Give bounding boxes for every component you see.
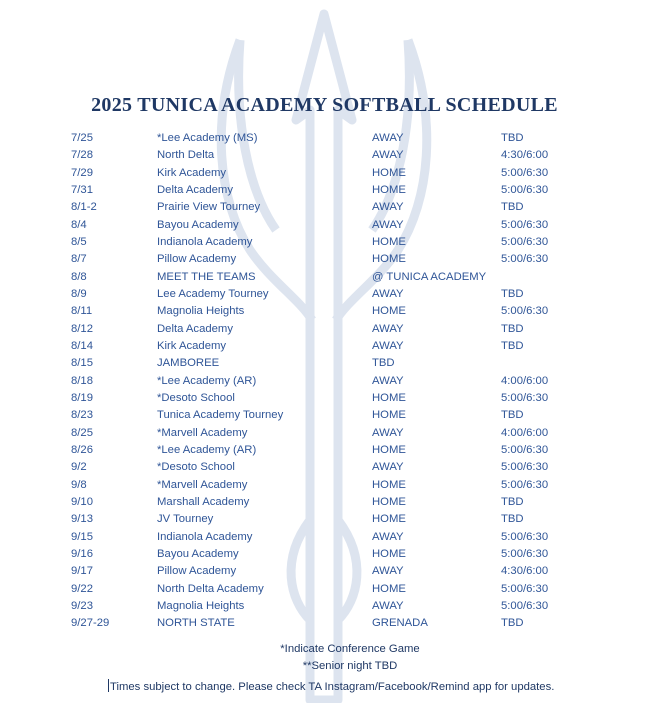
schedule-row <box>0 286 649 303</box>
disclaimer-text: Times subject to change. Please check TA Instagram/Facebook/Remind app for updates. <box>110 681 555 693</box>
game-location: HOME <box>372 235 406 248</box>
game-time: TBD <box>501 495 524 508</box>
game-location: HOME <box>372 305 406 318</box>
game-opponent: *Desoto School <box>157 461 235 474</box>
game-time: TBD <box>501 287 524 300</box>
game-location: AWAY <box>372 530 404 543</box>
schedule-row <box>0 511 649 528</box>
game-opponent: Delta Academy <box>157 322 233 335</box>
schedule-row <box>0 459 649 476</box>
game-location: HOME <box>372 253 406 266</box>
schedule-row <box>0 338 649 355</box>
game-time: TBD <box>501 201 524 214</box>
schedule-table <box>0 130 649 633</box>
game-time: 4:30/6:00 <box>501 149 549 162</box>
game-location: AWAY <box>372 374 404 387</box>
game-time: TBD <box>501 409 524 422</box>
game-location: TBD <box>372 357 395 370</box>
game-date: 9/22 <box>71 582 93 595</box>
schedule-row <box>0 529 649 546</box>
schedule-row <box>0 165 649 182</box>
schedule-row <box>0 321 649 338</box>
game-time: TBD <box>501 339 524 352</box>
game-date: 7/28 <box>71 149 93 162</box>
schedule-row <box>0 303 649 320</box>
game-date: 9/15 <box>71 530 93 543</box>
game-date: 8/18 <box>71 374 93 387</box>
game-date: 8/12 <box>71 322 93 335</box>
game-date: 7/31 <box>71 183 93 196</box>
game-location: HOME <box>372 409 406 422</box>
game-time: 5:00/6:30 <box>501 599 549 612</box>
game-date: 8/4 <box>71 218 87 231</box>
senior-night-note: **Senior night TBD <box>302 660 398 672</box>
disclaimer-note <box>108 679 554 693</box>
game-location: GRENADA <box>372 617 428 630</box>
page-title: 2025 TUNICA ACADEMY SOFTBALL SCHEDULE <box>91 94 558 116</box>
game-date: 9/13 <box>71 513 93 526</box>
game-date: 7/25 <box>71 132 93 144</box>
game-time: 5:00/6:30 <box>501 218 549 231</box>
game-opponent: Indianola Academy <box>157 530 253 543</box>
game-opponent: *Marvell Academy <box>157 426 248 439</box>
game-date: 7/29 <box>71 166 93 179</box>
game-time: TBD <box>501 322 524 335</box>
schedule-row <box>0 130 649 147</box>
game-time: TBD <box>501 132 524 144</box>
game-date: 8/8 <box>71 270 87 283</box>
game-date: 9/23 <box>71 599 93 612</box>
game-date: 8/19 <box>71 391 93 404</box>
game-location: HOME <box>372 391 406 404</box>
game-opponent: Indianola Academy <box>157 235 253 248</box>
schedule-row <box>0 373 649 390</box>
game-location: @ TUNICA ACADEMY <box>372 270 487 283</box>
game-date: 9/27-29 <box>71 617 110 630</box>
game-time: 4:00/6:00 <box>501 426 549 439</box>
game-location: HOME <box>372 443 406 456</box>
game-date: 8/15 <box>71 357 93 370</box>
game-opponent: NORTH STATE <box>157 617 235 630</box>
game-location: AWAY <box>372 201 404 214</box>
game-date: 8/9 <box>71 287 87 300</box>
game-time: 4:30/6:00 <box>501 565 549 578</box>
game-time: 5:00/6:30 <box>501 305 549 318</box>
schedule-row <box>0 494 649 511</box>
game-time: 5:00/6:30 <box>501 530 549 543</box>
game-location: AWAY <box>372 149 404 162</box>
game-date: 8/7 <box>71 253 87 266</box>
schedule-row <box>0 425 649 442</box>
game-location: AWAY <box>372 322 404 335</box>
schedule-row <box>0 199 649 216</box>
game-opponent: Bayou Academy <box>157 547 239 560</box>
game-date: 8/5 <box>71 235 87 248</box>
game-date: 8/1-2 <box>71 201 97 214</box>
game-time: 5:00/6:30 <box>501 235 549 248</box>
game-time: 4:00/6:00 <box>501 374 549 387</box>
game-location: AWAY <box>372 287 404 300</box>
game-opponent: Lee Academy Tourney <box>157 287 269 300</box>
schedule-row <box>0 182 649 199</box>
game-time: 5:00/6:30 <box>501 183 549 196</box>
game-time: 5:00/6:30 <box>501 253 549 266</box>
game-opponent: Delta Academy <box>157 183 233 196</box>
game-time: 5:00/6:30 <box>501 478 549 491</box>
game-opponent: Bayou Academy <box>157 218 239 231</box>
game-opponent: Pillow Academy <box>157 253 237 266</box>
game-location: HOME <box>372 495 406 508</box>
schedule-row <box>0 269 649 286</box>
game-opponent: Magnolia Heights <box>157 305 245 318</box>
schedule-row <box>0 581 649 598</box>
game-location: AWAY <box>372 339 404 352</box>
game-opponent: North Delta Academy <box>157 582 264 595</box>
game-opponent: MEET THE TEAMS <box>157 270 256 283</box>
game-date: 8/26 <box>71 443 93 456</box>
game-time: TBD <box>501 617 524 630</box>
game-date: 9/10 <box>71 495 93 508</box>
schedule-row <box>0 407 649 424</box>
game-time: 5:00/6:30 <box>501 391 549 404</box>
game-date: 9/8 <box>71 478 87 491</box>
schedule-row <box>0 598 649 615</box>
game-opponent: Kirk Academy <box>157 339 227 352</box>
schedule-row <box>0 615 649 632</box>
schedule-row <box>0 251 649 268</box>
game-opponent: *Marvell Academy <box>157 478 248 491</box>
game-location: HOME <box>372 513 406 526</box>
game-time: 5:00/6:30 <box>501 443 549 456</box>
game-opponent: Pillow Academy <box>157 565 237 578</box>
game-opponent: Prairie View Tourney <box>157 201 261 214</box>
text-cursor <box>108 679 109 692</box>
game-opponent: *Lee Academy (AR) <box>157 374 257 387</box>
game-opponent: *Desoto School <box>157 391 235 404</box>
game-location: HOME <box>372 183 406 196</box>
game-location: HOME <box>372 582 406 595</box>
game-date: 8/23 <box>71 409 93 422</box>
schedule-row <box>0 355 649 372</box>
schedule-row <box>0 442 649 459</box>
game-location: AWAY <box>372 461 404 474</box>
game-location: HOME <box>372 478 406 491</box>
game-time: 5:00/6:30 <box>501 582 549 595</box>
schedule-row <box>0 477 649 494</box>
game-date: 9/17 <box>71 565 93 578</box>
game-time: 5:00/6:30 <box>501 461 549 474</box>
game-location: HOME <box>372 166 406 179</box>
game-opponent: JAMBOREE <box>157 357 220 370</box>
game-time: TBD <box>501 513 524 526</box>
game-opponent: *Lee Academy (AR) <box>157 443 257 456</box>
game-location: AWAY <box>372 426 404 439</box>
conference-note: *Indicate Conference Game <box>280 643 420 655</box>
game-time: 5:00/6:30 <box>501 166 549 179</box>
game-opponent: Magnolia Heights <box>157 599 245 612</box>
game-opponent: JV Tourney <box>157 513 214 526</box>
game-date: 8/11 <box>71 305 93 318</box>
game-opponent: *Lee Academy (MS) <box>157 132 258 144</box>
game-location: AWAY <box>372 218 404 231</box>
game-date: 8/25 <box>71 426 93 439</box>
schedule-row <box>0 234 649 251</box>
game-location: AWAY <box>372 565 404 578</box>
schedule-row <box>0 217 649 234</box>
game-date: 9/2 <box>71 461 87 474</box>
game-opponent: North Delta <box>157 149 215 162</box>
game-time: 5:00/6:30 <box>501 547 549 560</box>
game-date: 9/16 <box>71 547 93 560</box>
schedule-row <box>0 563 649 580</box>
game-location: AWAY <box>372 599 404 612</box>
game-location: AWAY <box>372 132 404 144</box>
schedule-row <box>0 546 649 563</box>
game-location: HOME <box>372 547 406 560</box>
game-opponent: Kirk Academy <box>157 166 227 179</box>
game-opponent: Marshall Academy <box>157 495 250 508</box>
schedule-row <box>0 147 649 164</box>
game-opponent: Tunica Academy Tourney <box>157 409 284 422</box>
schedule-row <box>0 390 649 407</box>
game-date: 8/14 <box>71 339 93 352</box>
